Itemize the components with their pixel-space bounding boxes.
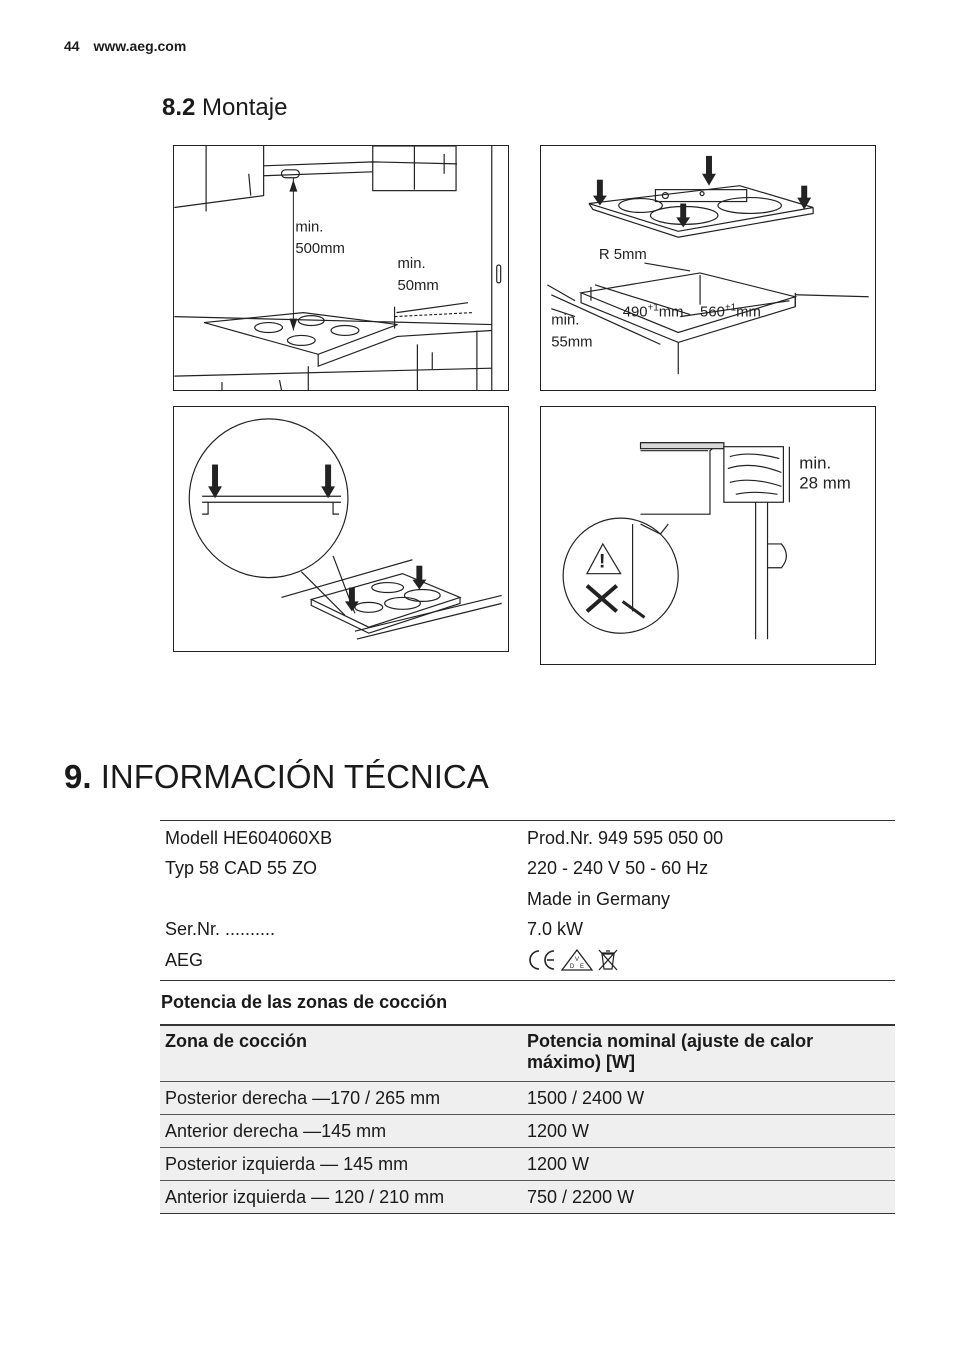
svg-text:D: D (569, 964, 575, 971)
section-number: 8.2 (162, 94, 196, 121)
power-cell: 1200 W (527, 1153, 590, 1174)
cutout-dimensions-diagram (541, 146, 875, 390)
weee-bin-icon (597, 948, 619, 972)
rating-left: AEG (165, 949, 204, 970)
svg-text:!: ! (598, 550, 606, 573)
ce-mark-icon (527, 948, 557, 972)
page-header (64, 38, 186, 54)
power-table (160, 1024, 895, 1214)
table-row (160, 1082, 895, 1115)
svg-text:50mm: 50mm (397, 277, 439, 294)
rating-left: Ser.Nr. .......... (165, 919, 276, 940)
figure-cutout-dimensions (540, 145, 876, 391)
power-cell: 750 / 2200 W (527, 1186, 635, 1207)
zone-cell: Posterior izquierda — 145 mm (165, 1153, 409, 1174)
svg-text:560+1mm: $560^{+1}mm$ (700, 302, 761, 321)
website-link[interactable]: www.aeg.com (93, 38, 187, 54)
vde-mark-icon (561, 948, 593, 972)
figure-hob-installation (173, 406, 509, 652)
rating-plate (160, 820, 895, 981)
svg-text:V: V (574, 957, 580, 964)
header-zone: Zona de cocción (165, 1031, 308, 1051)
svg-text:min.: min. (799, 453, 832, 473)
certification-marks (527, 948, 895, 972)
section-heading-montaje (162, 94, 287, 122)
section-title: Montaje (202, 94, 288, 121)
rating-right: 220 - 240 V 50 - 60 Hz (527, 858, 709, 879)
rating-right: Prod.Nr. 949 595 050 00 (527, 827, 724, 848)
rating-left: Modell HE604060XB (165, 827, 333, 848)
figure-worktop-thickness (540, 406, 876, 665)
svg-text:min.: min. (397, 256, 426, 272)
rating-left: Typ 58 CAD 55 ZO (165, 858, 318, 879)
table-row (160, 1181, 895, 1214)
rating-row (160, 884, 895, 915)
rating-row (160, 823, 895, 854)
zone-cell: Posterior derecha —170 / 265 mm (165, 1087, 441, 1108)
svg-text:28 mm: 28 mm (799, 473, 851, 493)
section-heading-technical-info (64, 758, 489, 796)
svg-text:E: E (579, 964, 585, 971)
worktop-thickness-diagram (541, 407, 875, 664)
rating-row (160, 945, 895, 976)
table-header-row (160, 1026, 895, 1082)
section-number: 9. (64, 758, 92, 795)
rating-row (160, 854, 895, 885)
svg-text:55mm: 55mm (551, 334, 593, 351)
cabinet-clearance-diagram (174, 146, 508, 390)
rating-right: 7.0 kW (527, 919, 584, 940)
rating-row (160, 915, 895, 946)
header-power: Potencia nominal (ajuste de calor máximo) [W] (527, 1031, 814, 1072)
rating-right: Made in Germany (527, 888, 671, 909)
svg-text:500mm: 500mm (295, 241, 345, 258)
table-row (160, 1115, 895, 1148)
page-number: 44 (64, 38, 80, 54)
power-cell: 1500 / 2400 W (527, 1087, 645, 1108)
svg-text:min.: min. (295, 219, 324, 236)
power-zones-title: Potencia de las zonas de cocción (161, 992, 448, 1012)
figure-cabinet-clearance (173, 145, 509, 391)
zone-cell: Anterior izquierda — 120 / 210 mm (165, 1186, 445, 1207)
svg-text:R 5mm: R 5mm (598, 247, 647, 264)
svg-text:min.: min. (551, 312, 580, 329)
power-cell: 1200 W (527, 1120, 590, 1141)
table-row (160, 1148, 895, 1181)
hob-installation-diagram (174, 407, 508, 651)
section-title: INFORMACIÓN TÉCNICA (100, 758, 489, 795)
svg-text:490+1mm: $490^{+1}mm$ (622, 302, 684, 321)
zone-cell: Anterior derecha —145 mm (165, 1120, 387, 1141)
